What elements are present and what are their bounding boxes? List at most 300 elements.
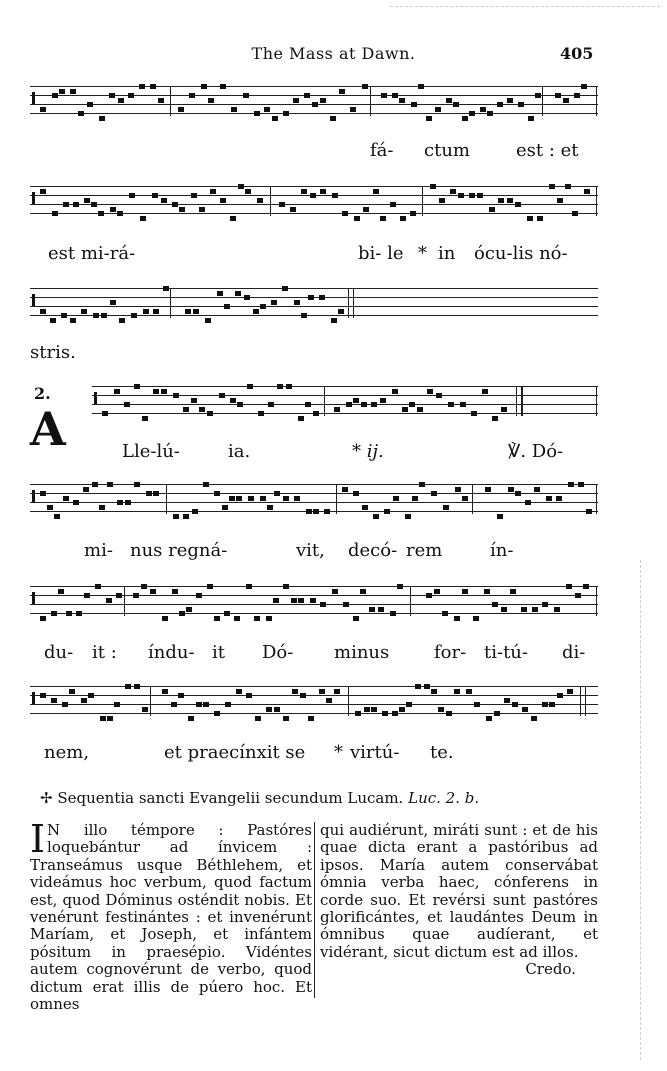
neume xyxy=(73,202,79,207)
neume xyxy=(257,198,263,203)
neume xyxy=(537,216,543,221)
neume xyxy=(235,291,241,296)
neume xyxy=(568,482,574,487)
neume xyxy=(462,116,468,121)
neume xyxy=(572,211,578,216)
syllable: bi- le xyxy=(358,243,404,264)
bar-line xyxy=(370,86,371,116)
neume xyxy=(508,487,514,492)
staff-line xyxy=(30,306,598,307)
neume xyxy=(480,107,486,112)
neume xyxy=(178,107,184,112)
syllable: virtú- xyxy=(350,742,400,763)
neume xyxy=(238,184,244,189)
neume xyxy=(294,496,300,501)
neume xyxy=(360,589,366,594)
page-edge-rule xyxy=(390,6,660,7)
syllable: ócu-lis nó- xyxy=(474,243,568,264)
neume xyxy=(399,98,405,103)
bar-line xyxy=(410,586,411,616)
neume xyxy=(234,616,240,621)
neume xyxy=(236,496,242,501)
neume xyxy=(134,482,140,487)
neume xyxy=(494,711,500,716)
neume xyxy=(418,84,424,89)
neume xyxy=(462,496,468,501)
neume xyxy=(487,111,493,116)
neume xyxy=(354,216,360,221)
neume xyxy=(142,416,148,421)
neume xyxy=(196,702,202,707)
gospel-paragraph: N illo témpore : Pastóres loquebántur ad ínvicem : Transeámus usque Béthlehem, et videámus hoc verbum, quod factum est, quod Dóminus osténdit nobis. Et venérunt festinántes : et invenérunt Maríam, et Joseph, et infántem pósitum in praesépio. Vidéntes autem cognovérunt de verbo, quod dictum erat illis de púero hoc. Et omnes xyxy=(30,821,312,1014)
neume xyxy=(477,193,483,198)
neume xyxy=(150,589,156,594)
staff-line xyxy=(30,204,598,205)
syllable: est mi-rá- xyxy=(48,243,136,264)
neume xyxy=(69,689,75,694)
neume xyxy=(484,589,490,594)
staff-line xyxy=(30,113,598,114)
neume xyxy=(84,593,90,598)
neume xyxy=(466,689,472,694)
syllable: ín- xyxy=(490,540,514,561)
bar-line xyxy=(596,386,597,416)
credo-label: Credo. xyxy=(525,960,576,979)
neume xyxy=(426,593,432,598)
neume xyxy=(52,211,58,216)
neume xyxy=(510,589,516,594)
neume xyxy=(192,509,198,514)
syllable: * xyxy=(334,742,343,763)
syllable: Lle-lú- xyxy=(122,441,180,462)
neume xyxy=(378,607,384,612)
neume xyxy=(507,98,513,103)
neume xyxy=(310,598,316,603)
lyrics-line-5 xyxy=(30,540,598,564)
clef-mark xyxy=(32,592,35,604)
neume xyxy=(229,496,235,501)
syllable: stris. xyxy=(30,342,76,363)
neume xyxy=(501,607,507,612)
neume xyxy=(581,84,587,89)
neume xyxy=(584,189,590,194)
neume xyxy=(109,93,115,98)
syllable: te. xyxy=(430,742,454,763)
drop-cap: I xyxy=(30,817,46,861)
neume xyxy=(246,693,252,698)
neume xyxy=(313,509,319,514)
neume xyxy=(501,407,507,412)
neume xyxy=(431,491,437,496)
neume xyxy=(47,505,53,510)
neume xyxy=(497,514,503,519)
neume xyxy=(102,411,108,416)
neume xyxy=(114,702,120,707)
staff-line xyxy=(30,315,598,316)
neume xyxy=(106,598,112,603)
neume xyxy=(277,384,283,389)
neume xyxy=(462,589,468,594)
neume xyxy=(186,607,192,612)
music-staff-5 xyxy=(30,484,598,514)
staff-line xyxy=(30,613,598,614)
neume xyxy=(260,304,266,309)
neume xyxy=(173,514,179,519)
neume xyxy=(84,198,90,203)
bar-line xyxy=(336,484,337,514)
neume xyxy=(101,313,107,318)
neume xyxy=(290,207,296,212)
neume xyxy=(353,491,359,496)
neume xyxy=(153,491,159,496)
neume xyxy=(271,300,277,305)
neume xyxy=(40,189,46,194)
neume xyxy=(100,716,106,721)
neume xyxy=(183,514,189,519)
neume xyxy=(163,286,169,291)
neume xyxy=(454,689,460,694)
neume xyxy=(304,93,310,98)
neume xyxy=(557,693,563,698)
neume xyxy=(308,295,314,300)
neume xyxy=(330,116,336,121)
neume xyxy=(292,689,298,694)
syllable: Dó- xyxy=(262,642,294,663)
neume xyxy=(255,716,261,721)
neume xyxy=(442,611,448,616)
neume xyxy=(411,102,417,107)
bar-line xyxy=(542,86,543,116)
clef-mark xyxy=(32,692,35,704)
syllable: * xyxy=(418,243,427,264)
lyrics-line-1 xyxy=(30,140,598,164)
neume xyxy=(518,102,524,107)
neume xyxy=(566,584,572,589)
neume xyxy=(498,198,504,203)
neume xyxy=(320,98,326,103)
syllable: du- xyxy=(44,642,74,663)
neume xyxy=(70,318,76,323)
neume xyxy=(40,107,46,112)
neume xyxy=(128,93,134,98)
neume xyxy=(438,707,444,712)
neume xyxy=(474,702,480,707)
neume xyxy=(214,711,220,716)
neume xyxy=(146,491,152,496)
neume xyxy=(522,707,528,712)
neume xyxy=(54,514,60,519)
neume xyxy=(343,602,349,607)
double-bar-line xyxy=(516,386,522,416)
neume xyxy=(586,509,592,514)
neume xyxy=(546,496,552,501)
neume xyxy=(298,416,304,421)
neume xyxy=(443,505,449,510)
neume xyxy=(230,216,236,221)
neume xyxy=(208,98,214,103)
neume xyxy=(58,589,64,594)
staff-line xyxy=(30,213,598,214)
neume xyxy=(306,509,312,514)
neume xyxy=(81,309,87,314)
neume xyxy=(63,202,69,207)
neume xyxy=(448,402,454,407)
syllable: ti-tú- xyxy=(484,642,528,663)
neume xyxy=(110,207,116,212)
lyrics-line-4 xyxy=(30,441,598,465)
neume xyxy=(219,393,225,398)
neume xyxy=(171,702,177,707)
neume xyxy=(458,193,464,198)
neume xyxy=(248,496,254,501)
neume xyxy=(450,189,456,194)
neume xyxy=(217,291,223,296)
neume xyxy=(402,407,408,412)
neume xyxy=(266,707,272,712)
neume xyxy=(214,616,220,621)
neume xyxy=(439,198,445,203)
neume xyxy=(381,93,387,98)
neume xyxy=(515,491,521,496)
neume xyxy=(397,584,403,589)
neume xyxy=(454,616,460,621)
neume xyxy=(118,98,124,103)
neume xyxy=(236,689,242,694)
neume xyxy=(50,318,56,323)
neume xyxy=(225,702,231,707)
neume xyxy=(392,711,398,716)
column-divider xyxy=(314,822,315,998)
neume xyxy=(61,313,67,318)
bar-line xyxy=(150,686,151,716)
neume xyxy=(125,684,131,689)
syllable: vit, xyxy=(296,540,325,561)
bar-line xyxy=(596,186,597,216)
neume xyxy=(134,684,140,689)
neume xyxy=(143,309,149,314)
lyrics-line-7 xyxy=(30,742,598,766)
neume xyxy=(161,389,167,394)
neume xyxy=(390,611,396,616)
bar-line xyxy=(522,386,523,416)
neume xyxy=(266,616,272,621)
clef-mark xyxy=(94,392,97,404)
neume xyxy=(199,207,205,212)
neume xyxy=(334,689,340,694)
neume xyxy=(246,584,252,589)
neume xyxy=(207,584,213,589)
neume xyxy=(230,398,236,403)
neume xyxy=(133,593,139,598)
gospel-heading-text: Sequentia sancti Evangelii secundum Lucam. xyxy=(57,789,404,807)
neume xyxy=(191,398,197,403)
staff-line xyxy=(30,288,598,289)
neume xyxy=(492,416,498,421)
neume xyxy=(243,93,249,98)
neume xyxy=(301,313,307,318)
music-staff-3 xyxy=(30,288,598,318)
neume xyxy=(384,509,390,514)
neume xyxy=(107,482,113,487)
neume xyxy=(390,202,396,207)
lyrics-line-3 xyxy=(30,342,598,366)
neume xyxy=(140,216,146,221)
syllable: fá- xyxy=(370,140,394,161)
neume xyxy=(334,407,340,412)
neume xyxy=(527,216,533,221)
syllable: rem xyxy=(406,540,443,561)
neume xyxy=(355,711,361,716)
staff-line xyxy=(30,586,598,587)
gospel-reference: Luc. 2. b. xyxy=(408,789,480,807)
neume xyxy=(332,589,338,594)
staff-line xyxy=(30,186,598,187)
staff-line xyxy=(30,95,598,96)
neume xyxy=(338,309,344,314)
clef-mark xyxy=(32,92,35,104)
neume xyxy=(188,716,194,721)
neume xyxy=(326,698,332,703)
syllable: índu- xyxy=(148,642,195,663)
syllable: est : et xyxy=(516,140,579,161)
neume xyxy=(486,716,492,721)
neume xyxy=(220,84,226,89)
neume xyxy=(555,93,561,98)
double-bar-line xyxy=(348,288,354,318)
staff-line xyxy=(30,686,598,687)
neume xyxy=(59,89,65,94)
syllable: for- xyxy=(434,642,467,663)
neume xyxy=(254,111,260,116)
neume xyxy=(392,93,398,98)
neume xyxy=(350,107,356,112)
neume xyxy=(99,116,105,121)
double-bar-line xyxy=(580,686,586,716)
neume xyxy=(430,184,436,189)
neume xyxy=(557,198,563,203)
neume xyxy=(406,702,412,707)
neume xyxy=(515,202,521,207)
neume xyxy=(291,598,297,603)
neume xyxy=(267,505,273,510)
neume xyxy=(371,402,377,407)
neume xyxy=(313,411,319,416)
neume xyxy=(162,616,168,621)
neume xyxy=(419,482,425,487)
neume xyxy=(400,216,406,221)
syllable: et praecínxit se xyxy=(164,742,306,763)
syllable: ia. xyxy=(228,441,251,462)
neume xyxy=(117,211,123,216)
syllable: mi- xyxy=(84,540,113,561)
neume xyxy=(578,482,584,487)
gospel-paragraph: qui audiérunt, miráti sunt : et de his quae dicta erant a pastóribus ad ipsos. María autem conservábat ómnia verba haec, cónferens in corde suo. Et revérsi sunt pastóres glorificántes, et laudántes Deum in ómnibus quae audíerant, et vidérant, sicut dictum est ad illos. xyxy=(320,821,598,961)
neume xyxy=(205,318,211,323)
neume xyxy=(563,98,569,103)
neume xyxy=(191,193,197,198)
neume xyxy=(534,487,540,492)
clef-mark xyxy=(32,294,35,306)
syllable: minus xyxy=(334,642,390,663)
neume xyxy=(371,707,377,712)
lyrics-line-6 xyxy=(30,642,598,666)
neume xyxy=(196,593,202,598)
neume xyxy=(412,496,418,501)
neume xyxy=(99,505,105,510)
neume xyxy=(301,189,307,194)
neume xyxy=(110,300,116,305)
neume xyxy=(342,487,348,492)
neume xyxy=(549,702,555,707)
neume xyxy=(320,189,326,194)
neume xyxy=(353,398,359,403)
neume xyxy=(40,616,46,621)
neume xyxy=(583,584,589,589)
neume xyxy=(141,584,147,589)
neume xyxy=(224,611,230,616)
neume xyxy=(504,698,510,703)
neume xyxy=(244,295,250,300)
neume xyxy=(554,607,560,612)
staff-line xyxy=(30,297,598,298)
neume xyxy=(575,593,581,598)
syllable: it : xyxy=(92,642,117,663)
neume xyxy=(179,611,185,616)
neume xyxy=(92,482,98,487)
neume xyxy=(185,309,191,314)
bar-line xyxy=(472,484,473,514)
neume xyxy=(528,116,534,121)
staff-line xyxy=(30,484,598,485)
neume xyxy=(254,616,260,621)
neume xyxy=(417,407,423,412)
neume xyxy=(446,711,452,716)
neume xyxy=(283,111,289,116)
clef-mark xyxy=(32,192,35,204)
neume xyxy=(532,607,538,612)
neume xyxy=(272,116,278,121)
neume xyxy=(319,689,325,694)
neume xyxy=(362,505,368,510)
neume xyxy=(283,584,289,589)
syllable: * ij. xyxy=(352,441,384,462)
neume xyxy=(124,402,130,407)
neume xyxy=(298,598,304,603)
neume xyxy=(107,716,113,721)
neume xyxy=(565,184,571,189)
staff-line xyxy=(30,493,598,494)
neume xyxy=(435,107,441,112)
neume xyxy=(87,102,93,107)
bar-line xyxy=(596,586,597,616)
neume xyxy=(245,189,251,194)
neume xyxy=(436,393,442,398)
neume xyxy=(361,402,367,407)
bar-line xyxy=(348,686,349,716)
gospel-text-right xyxy=(320,822,598,979)
initial-letter: A xyxy=(30,402,66,456)
neume xyxy=(567,689,573,694)
neume xyxy=(62,702,68,707)
neume xyxy=(308,716,314,721)
bar-line xyxy=(170,288,171,318)
neume xyxy=(76,611,82,616)
neume xyxy=(392,389,398,394)
neume xyxy=(342,211,348,216)
neume xyxy=(283,496,289,501)
neume xyxy=(150,84,156,89)
neume xyxy=(362,84,368,89)
